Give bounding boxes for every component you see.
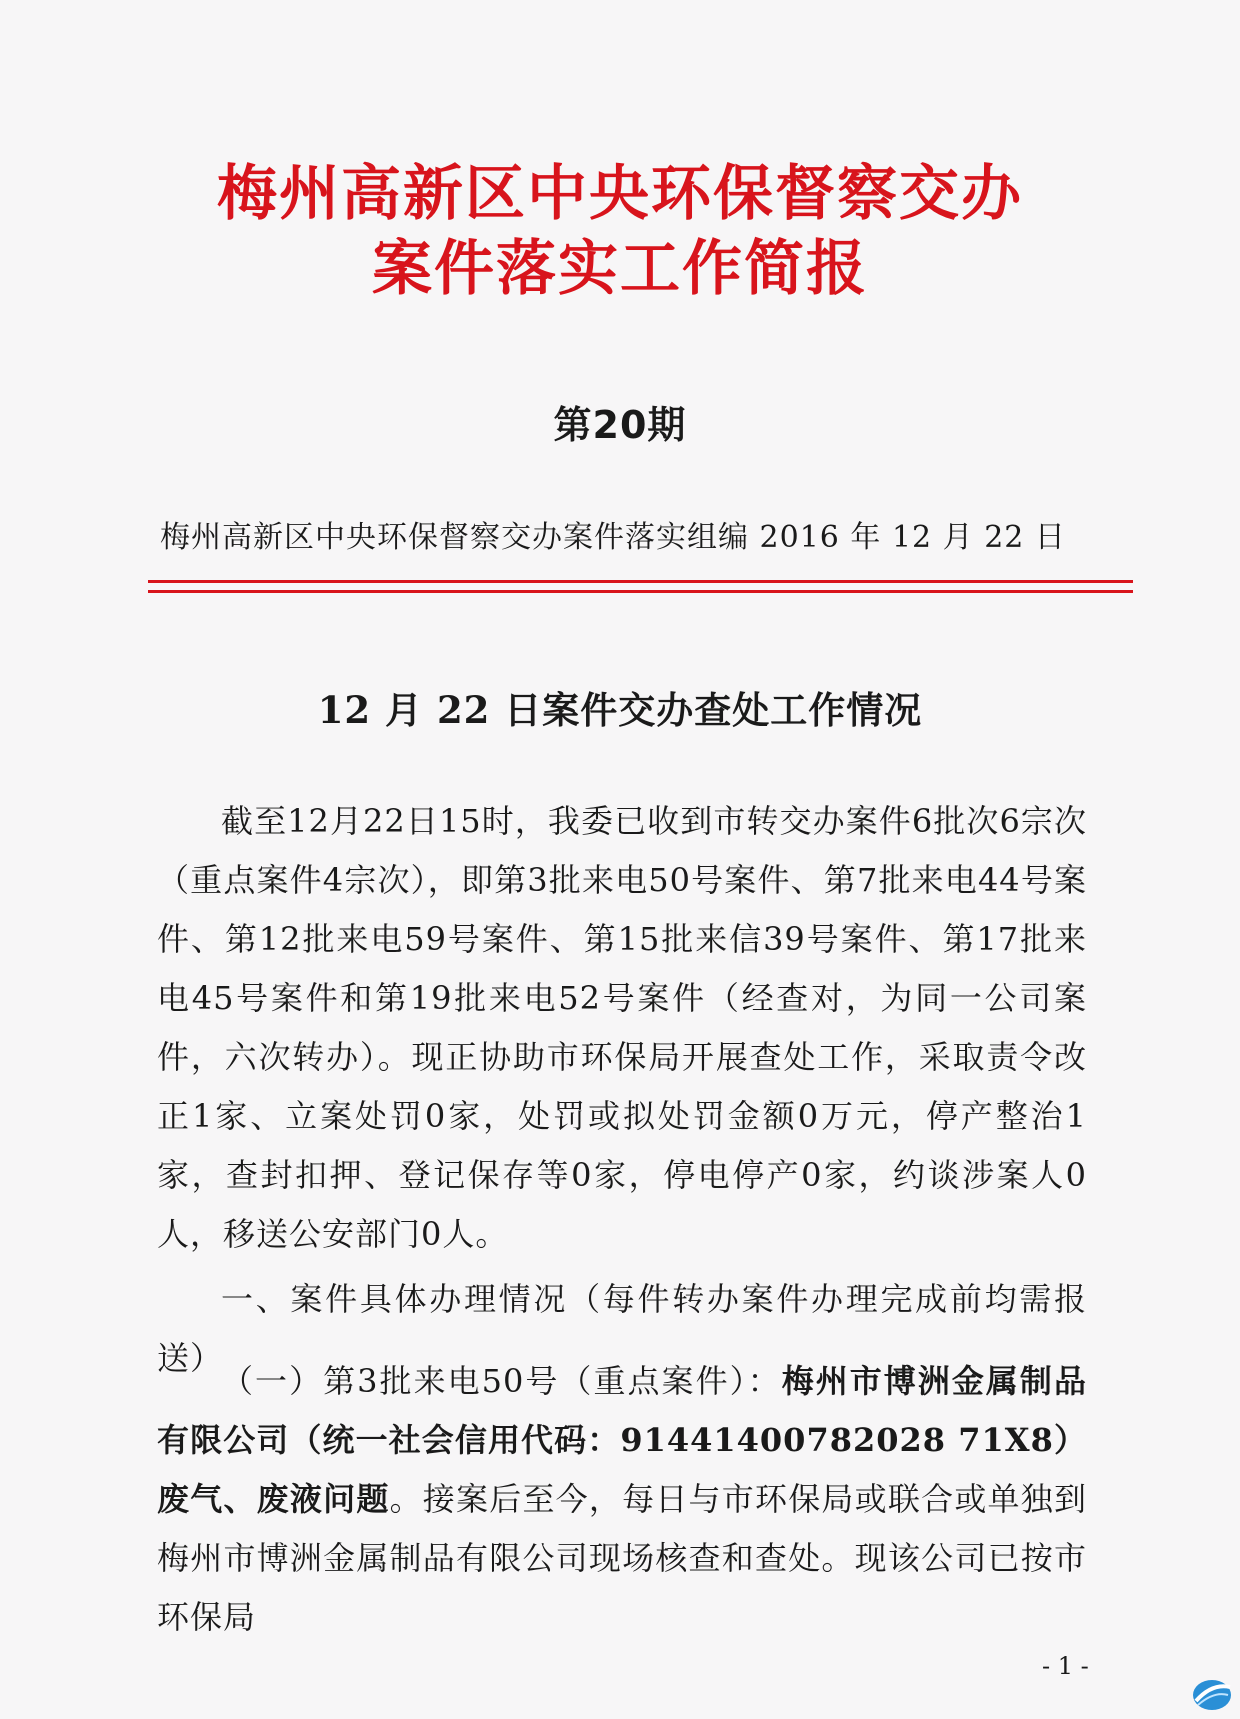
page-number: - 1 - (1042, 1652, 1089, 1680)
watermark-logo-icon (1190, 1677, 1234, 1713)
case-details-heading: 一、案件具体办理情况（每件转办案件办理完成前均需报送） (157, 1280, 1087, 1377)
case-1-body: 。接案后至今，每日与市环保局或联合或单独到梅州市博洲金属制品有限公司现场核查和查处。现该公司已按市环保局 (157, 1480, 1087, 1636)
red-divider-bottom (148, 590, 1133, 593)
document-title-line-1: 梅州高新区中央环保督察交办 (217, 159, 1023, 229)
red-divider-top (148, 580, 1133, 583)
section-title: 12 月 22 日案件交办查处工作情况 (317, 688, 923, 732)
case-1-lead: （一）第3批来电50号（重点案件）： (221, 1362, 782, 1400)
case-1-company: 梅州市博洲金属制品有限公司（统一社会信用代码：91441400782028 71X8）废气、废液问题 (157, 1362, 1087, 1518)
case-1-paragraph (157, 1352, 1087, 1647)
summary-paragraph: 截至12月22日15时，我委已收到市转交办案件6批次6宗次（重点案件4宗次），即第3批来电50号案件、第7批来电44号案件、第12批来电59号案件、第15批来信39号案件、第17批来电45号案件和第19批来电52号案件（经查对，为同一公司案件，六次转办）。现正协助市环保局开展查处工作，采取责令改正1家、立案处罚0家，处罚或拟处罚金额0万元，停产整治1家，查封扣押、登记保存等0家，停电停产0家，约谈涉案人0人，移送公安部门0人。 (157, 802, 1087, 1253)
issue-number: 第20期 (553, 403, 687, 447)
editor-and-date: 梅州高新区中央环保督察交办案件落实组编 2016 年 12 月 22 日 (160, 520, 1066, 555)
document-title-line-2: 案件落实工作简报 (372, 234, 868, 304)
